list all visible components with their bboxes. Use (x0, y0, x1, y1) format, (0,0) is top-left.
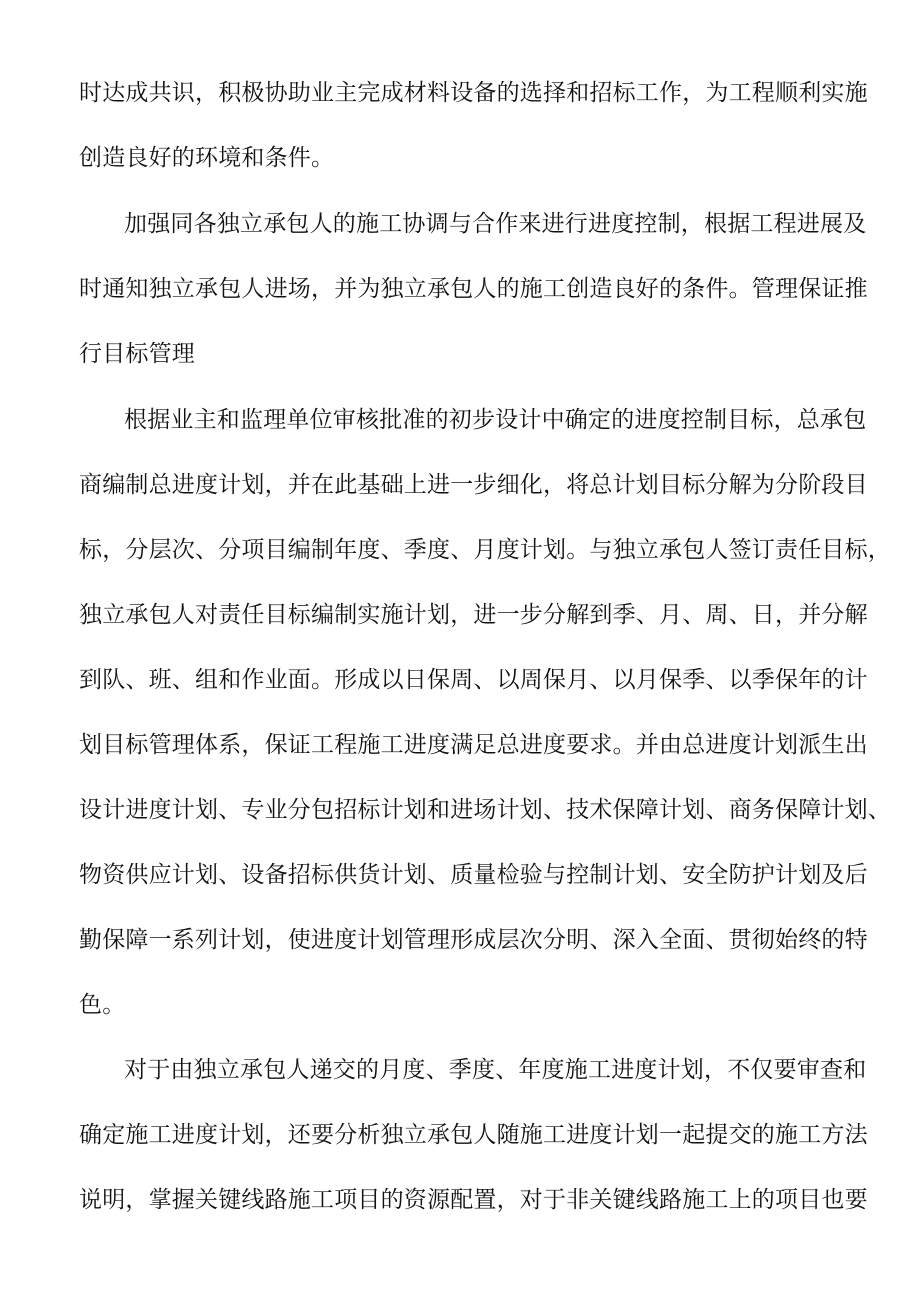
text-line: 勤保障一系列计划，使进度计划管理形成层次分明、深入全面、贯彻始终的特 (79, 927, 868, 953)
text-line: 划目标管理体系，保证工程施工进度满足总进度要求。并由总进度计划派生出 (79, 732, 868, 758)
text-line: 标，分层次、分项目编制年度、季度、月度计划。与独立承包人签订责任目标， (79, 537, 891, 563)
text-line: 加强同各独立承包人的施工协调与合作来进行进度控制，根据工程进展及 (124, 211, 867, 237)
text-line: 到队、班、组和作业面。形成以日保周、以周保月、以月保季、以季保年的计 (79, 667, 868, 693)
text-line: 根据业主和监理单位审核批准的初步设计中确定的进度控制目标，总承包 (124, 407, 867, 433)
text-line: 对于由独立承包人递交的月度、季度、年度施工进度计划，不仅要审查和 (124, 1057, 867, 1083)
text-line: 说明，掌握关键线路施工项目的资源配置，对于非关键线路施工上的项目也要 (79, 1187, 868, 1213)
text-line: 色。 (79, 992, 126, 1018)
text-line: 时通知独立承包人进场，并为独立承包人的施工创造良好的条件。管理保证推 (79, 276, 868, 302)
text-line: 确定施工进度计划，还要分析独立承包人随施工进度计划一起提交的施工方法 (79, 1122, 868, 1148)
text-line: 设计进度计划、专业分包招标计划和进场计划、技术保障计划、商务保障计划、 (79, 797, 891, 823)
text-line: 行目标管理 (79, 341, 195, 367)
text-line: 独立承包人对责任目标编制实施计划，进一步分解到季、月、周、日，并分解 (79, 602, 868, 628)
text-line: 创造良好的环境和条件。 (79, 145, 335, 171)
text-line: 商编制总进度计划，并在此基础上进一步细化，将总计划目标分解为分阶段目 (79, 472, 868, 498)
text-line: 时达成共识，积极协助业主完成材料设备的选择和招标工作，为工程顺利实施 (79, 80, 868, 106)
text-line: 物资供应计划、设备招标供货计划、质量检验与控制计划、安全防护计划及后 (79, 862, 868, 888)
